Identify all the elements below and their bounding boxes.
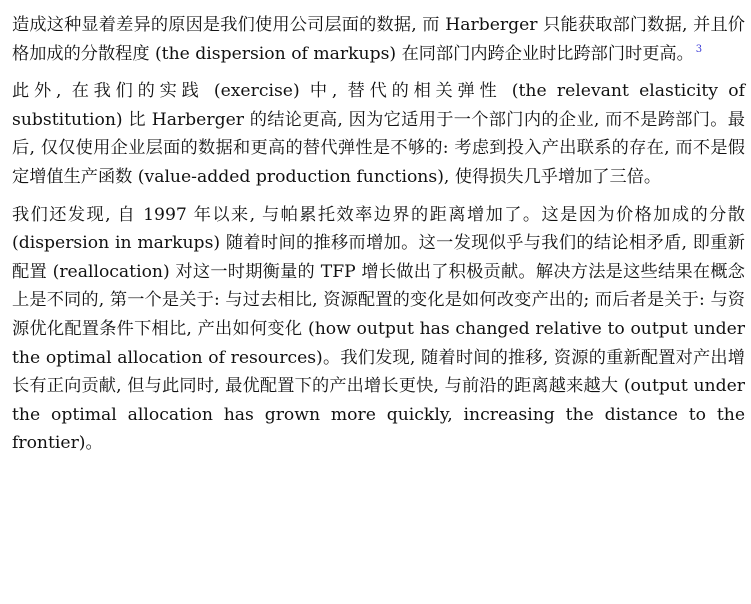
document-body: [12, 11, 745, 467]
paragraph-3-text: 我们还发现, 自 1997 年以来, 与帕累托效率边界的距离增加了。这是因为价格加成的分散 (dispersion in markups) 随着时间的推移而增加。这一发现似乎与我们的结论相矛盾, 即重新配置 (reallocation) 对这一时期衡量的 TFP 增长做出了积极贡献。解决方法是这些结果在概念上是不同的, 第一个是关于: 与过去相比, 资源配置的变化是如何改变产出的; 而后者是关于: 与资源优化配置条件下相比, 产出如何变化 (how output has changed relative to output under the optimal allocation of resources)。我们发现, 随着时间的推移, 资源的重新配置对产出增长有正向贡献, 但与此同时, 最优配置下的产出增长更快, 与前沿的距离越来越大 (output under the optimal allocation has grown more quickly, increasing the distance to the frontier)。: [12, 204, 745, 454]
paragraph-2: [12, 77, 745, 191]
footnote-marker[interactable]: 3: [695, 43, 703, 55]
paragraph-1: [12, 11, 745, 68]
paragraph-2-text: 此外, 在我们的实践 (exercise) 中, 替代的相关弹性 (the relevant elasticity of substitution) 比 Harberger 的结论更高, 因为它适用于一个部门内的企业, 而不是跨部门。最后, 仅仅使用企业层面的数据和更高的替代弹性是不够的: 考虑到投入产出联系的存在, 而不是假定增值生产函数 (value-added production functions), 使得损失几乎增加了三倍。: [12, 81, 745, 187]
paragraph-1-text: 造成这种显着差异的原因是我们使用公司层面的数据, 而 Harberger 只能获取部门数据, 并且价格加成的分散程度 (the dispersion of markups) 在同部门内跨企业时比跨部门时更高。: [12, 15, 745, 64]
paragraph-3: [12, 201, 745, 458]
